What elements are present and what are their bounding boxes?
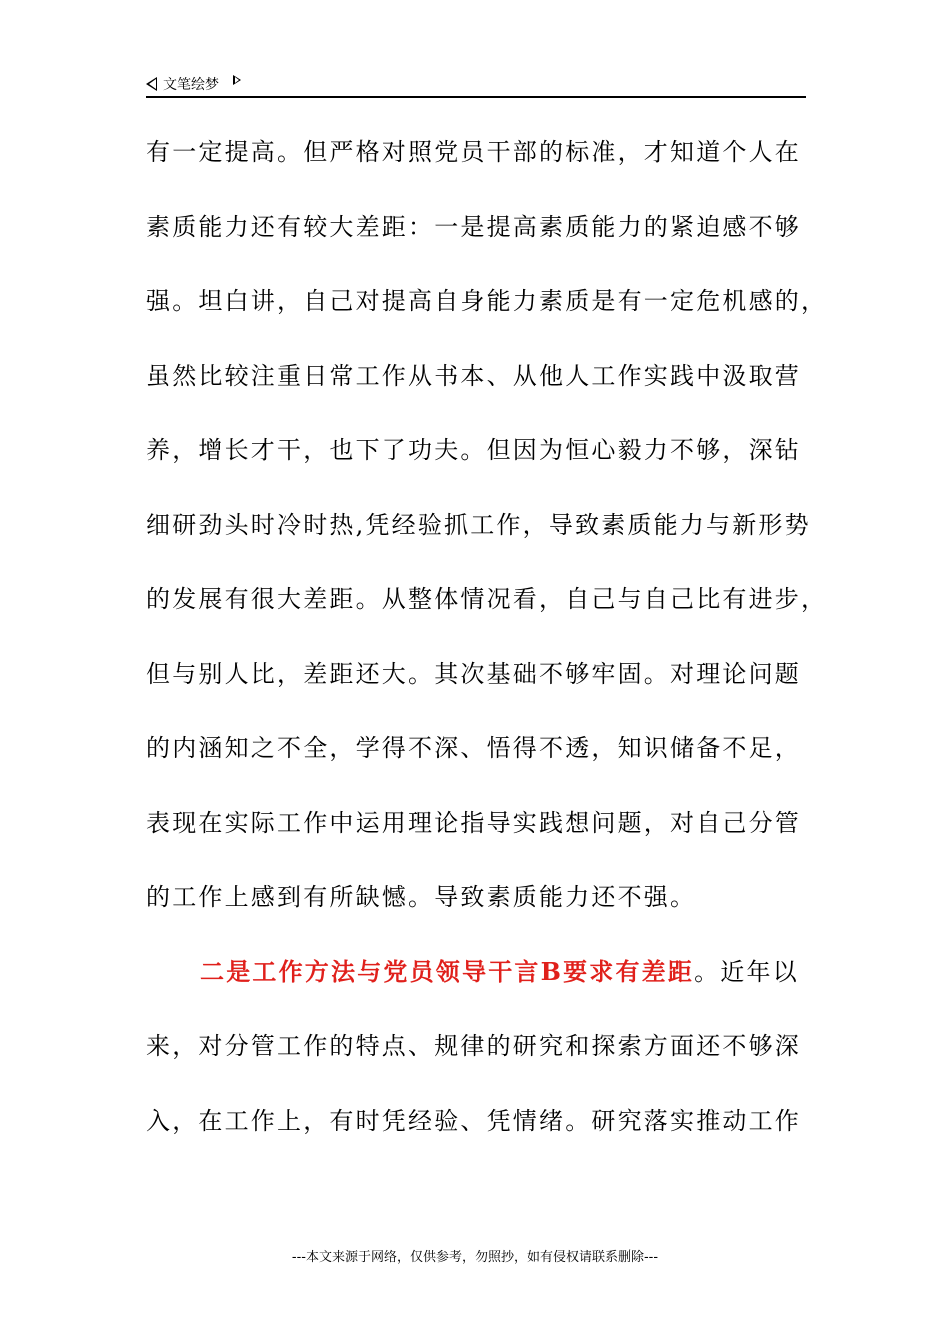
text-line: 的内涵知之不全，学得不深、悟得不透，知识储备不足，	[146, 734, 801, 762]
text-line: 虽然比较注重日常工作从书本、从他人工作实践中汲取营	[146, 361, 801, 390]
text-line: 的工作上感到有所缺憾。导致素质能力还不强。	[146, 883, 697, 911]
document-body	[146, 132, 828, 1175]
text-line: 细研劲头时冷时热,凭经验抓工作，导致素质能力与新形势	[146, 510, 811, 539]
header-brand	[146, 74, 241, 94]
highlighted-heading: 二是工作方法与党员领导干言B要求有差距	[200, 956, 695, 986]
text-line: 入，在工作上，有时凭经验、凭情绪。研究落实推动工作	[146, 1106, 801, 1135]
footer-notice: ---本文来源于网络，仅供参考，勿照抄，如有侵权请联系删除---	[291, 1250, 659, 1265]
text-line: 的发展有很大差距。从整体情况看，自己与自己比有进步，	[146, 585, 828, 613]
text-line: 素质能力还有较大差距：一是提高素质能力的紧迫感不够	[146, 212, 801, 241]
text-line: 强。坦白讲，自己对提高自身能力素质是有一定危机感的，	[146, 287, 828, 315]
text-line: 表现在实际工作中运用理论指导实践想问题，对自己分管	[146, 808, 801, 837]
text-line: 养，增长才干，也下了功夫。但因为恒心毅力不够，深钻	[146, 436, 801, 464]
triangle-right-icon	[233, 75, 241, 85]
page-header	[146, 70, 806, 98]
text-line: 但与别人比，差距还大。其次基础不够牢固。对理论问题	[146, 659, 801, 688]
text-run: 。近年以	[694, 957, 799, 986]
paragraph-2-first-line	[146, 952, 818, 1027]
text-line: 有一定提高。但严格对照党员干部的标准，才知道个人在	[146, 138, 801, 166]
triangle-left-icon	[146, 77, 157, 91]
text-line: 来，对分管工作的特点、规律的研究和探索方面还不够深	[146, 1032, 801, 1060]
header-title: 文笔绘梦	[163, 77, 219, 93]
